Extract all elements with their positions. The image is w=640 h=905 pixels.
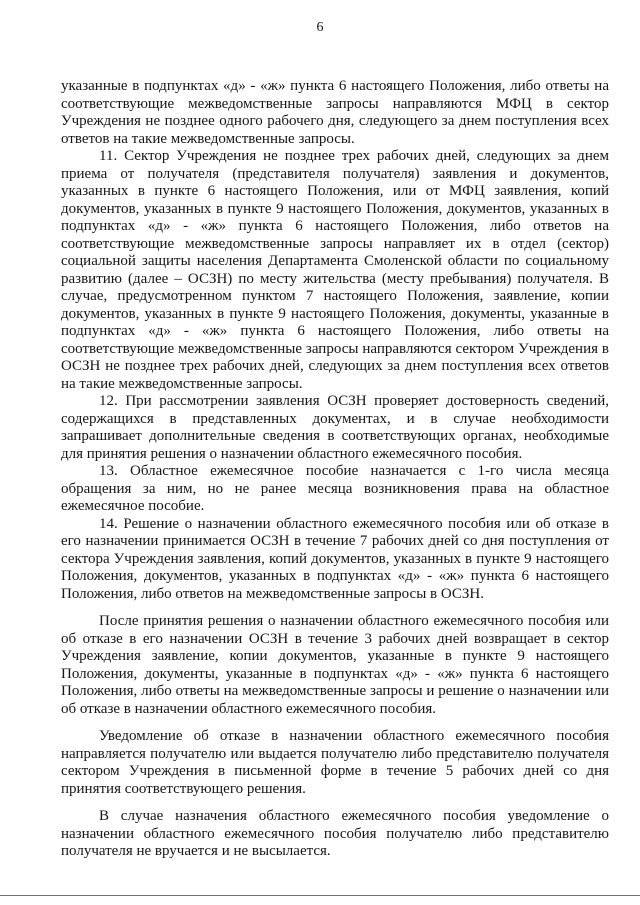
document-body — [61, 78, 609, 861]
paragraph-12: 12. При рассмотрении заявления ОСЗН проверяет достоверность сведений, содержащихся в представленных документах, и в случае необходимости запрашивает дополнительные сведения в соответствующих органах, необходимые для принятия решения о назначении областного ежемесячного пособия. — [61, 393, 609, 462]
paragraph-13: 13. Областное ежемесячное пособие назначается с 1-го числа месяца обращения за ним, но не ранее месяца возникновения права на областное ежемесячное пособие. — [61, 463, 609, 514]
page-number: 6 — [316, 20, 324, 35]
page-bottom-edge — [0, 895, 640, 896]
paragraph-continuation: указанные в подпунктах «д» - «ж» пункта 6 настоящего Положения, либо ответы на соответствующие межведомственные запросы направляются МФЦ в сектор Учреждения не позднее одного рабочего дня, следующего за днем поступления всех ответов на такие межведомственные запросы. — [61, 78, 609, 147]
paragraph-after-decision: После принятия решения о назначении областного ежемесячного пособия или об отказе в его назначении ОСЗН в течение 3 рабочих дней возвращает в сектор Учреждения заявление, копии документов, указанные в пункте 9 настоящего Положения, документы, указанные в подпунктах «д» - «ж» пункта 6 настоящего Положения, либо ответы на межведомственные запросы и решение о назначении или об отказе в назначении областного ежемесячного пособия. — [61, 613, 609, 717]
paragraph-14: 14. Решение о назначении областного ежемесячного пособия или об отказе в его назначении принимается ОСЗН в течение 7 рабочих дней со дня поступления от сектора Учреждения заявления, копий документов, указанных в пункте 9 настоящего Положения, документов, указанных в подпунктах «д» - «ж» пункта 6 настоящего Положения, либо ответов на межведомственные запросы в ОСЗН. — [61, 515, 609, 602]
paragraph-11: 11. Сектор Учреждения не позднее трех рабочих дней, следующих за днем приема от получателя (представителя получателя) заявления и документов, указанных в пункте 6 настоящего Положения, или от МФЦ заявления, копий документов, указанных в пункте 9 настоящего Положения, документов, указанных в подпунктах «д» - «ж» пункта 6 настоящего Положения, либо ответов на соответствующие межведомственные запросы направляет их в отдел (сектор) социальной защиты населения Департамента Смоленской области по социальному развитию (далее – ОСЗН) по месту жительства (месту пребывания) получателя. В случае, предусмотренном пунктом 7 настоящего Положения, заявление, копии документов, указанных в пункте 9 настоящего Положения, документы, указанные в подпунктах «д» - «ж» пункта 6 настоящего Положения, либо ответы на соответствующие межведомственные запросы направляются сектором Учреждения в ОСЗН не позднее трех рабочих дней, следующих за днем поступления всех ответов на такие межведомственные запросы. — [61, 148, 609, 392]
paragraph-refusal-notice: Уведомление об отказе в назначении областного ежемесячного пособия направляется получателю или выдается получателю либо представителю получателя сектором Учреждения в письменной форме в течение 5 рабочих дней со дня принятия соответствующего решения. — [61, 728, 609, 797]
paragraph-assignment-notice: В случае назначения областного ежемесячного пособия уведомление о назначении областного ежемесячного пособия получателю либо представителю получателя не вручается и не высылается. — [61, 808, 609, 859]
